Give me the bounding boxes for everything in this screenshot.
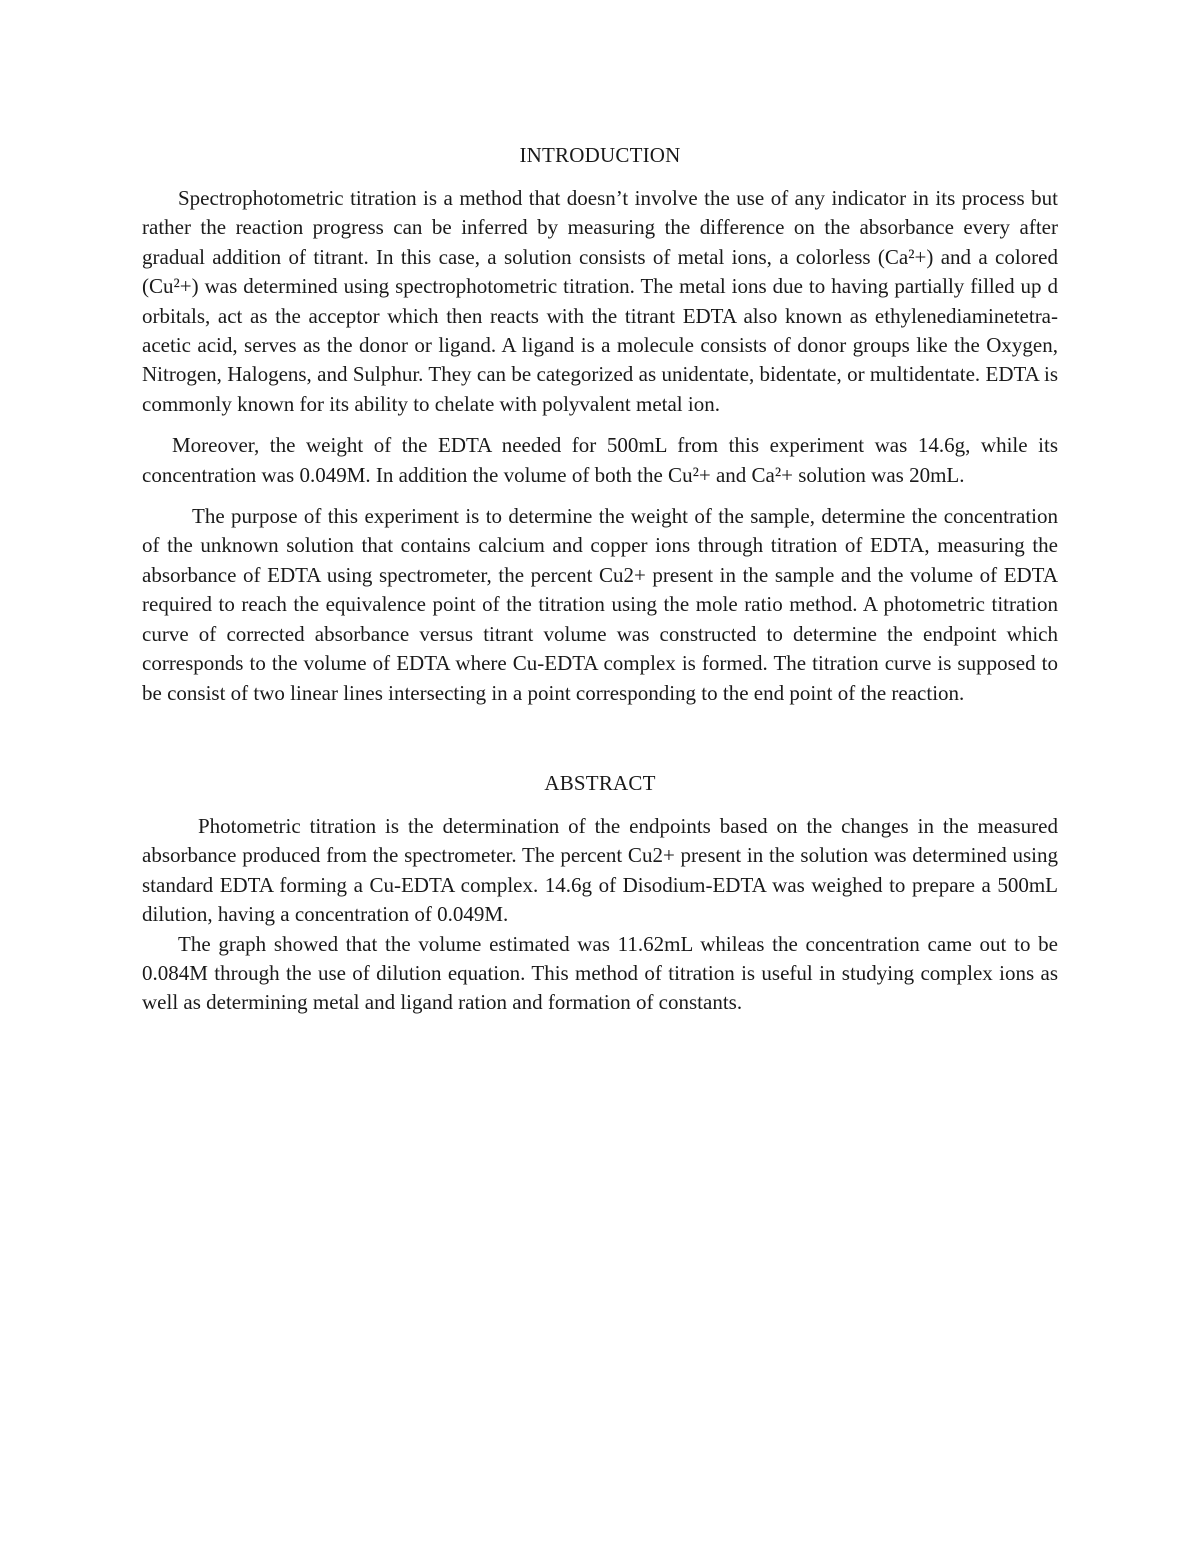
introduction-heading: INTRODUCTION: [519, 143, 681, 167]
introduction-paragraph-1: Spectrophotometric titration is a method that doesn’t involve the use of any indicator in its process but rather the reaction progress can be inferred by measuring the difference on the absorbance every after gradual addition of titrant. In this case, a solution consists of metal ions, a colorless (Ca²+) and a colored (Cu²+) was determined using spectrophotometric titration. The metal ions due to having partially filled up d orbitals, act as the acceptor which then reacts with the titrant EDTA also known as ethylenediaminetetra-acetic acid, serves as the donor or ligand. A ligand is a molecule consists of donor groups like the Oxygen, Nitrogen, Halogens, and Sulphur. They can be categorized as unidentate, bidentate, or multidentate. EDTA is commonly known for its ability to chelate with polyvalent metal ion.: [142, 186, 1058, 416]
document-body: [142, 140, 1058, 1030]
introduction-paragraph-2: Moreover, the weight of the EDTA needed for 500mL from this experiment was 14.6g, while its concentration was 0.049M. In addition the volume of both the Cu²+ and Ca²+ solution was 20mL.: [142, 433, 1058, 487]
abstract-heading: ABSTRACT: [544, 770, 656, 795]
abstract-paragraph-1: Photometric titration is the determination of the endpoints based on the changes in the measured absorbance produced from the spectrometer. The percent Cu2+ present in the solution was determined using standard EDTA forming a Cu-EDTA complex. 14.6g of Disodium-EDTA was weighed to prepare a 500mL dilution, having a concentration of 0.049M.: [142, 813, 1058, 927]
section-spacer: [142, 720, 1058, 768]
abstract-paragraph-2: The graph showed that the volume estimated was 11.62mL whileas the concentration came out to be 0.084M through the use of dilution equation. This method of titration is useful in studying complex ions as well as determining metal and ligand ration and formation of constants.: [142, 931, 1058, 1015]
introduction-paragraph-3: The purpose of this experiment is to determine the weight of the sample, determine the concentration of the unknown solution that contains calcium and copper ions through titration of EDTA, measuring the absorbance of EDTA using spectrometer, the percent Cu2+ present in the sample and the volume of EDTA required to reach the equivalence point of the titration using the mole ratio method. A photometric titration curve of corrected absorbance versus titrant volume was constructed to determine the endpoint which corresponds to the volume of EDTA where Cu-EDTA complex is formed. The titration curve is supposed to be consist of two linear lines intersecting in a point corresponding to the end point of the reaction.: [142, 504, 1058, 705]
